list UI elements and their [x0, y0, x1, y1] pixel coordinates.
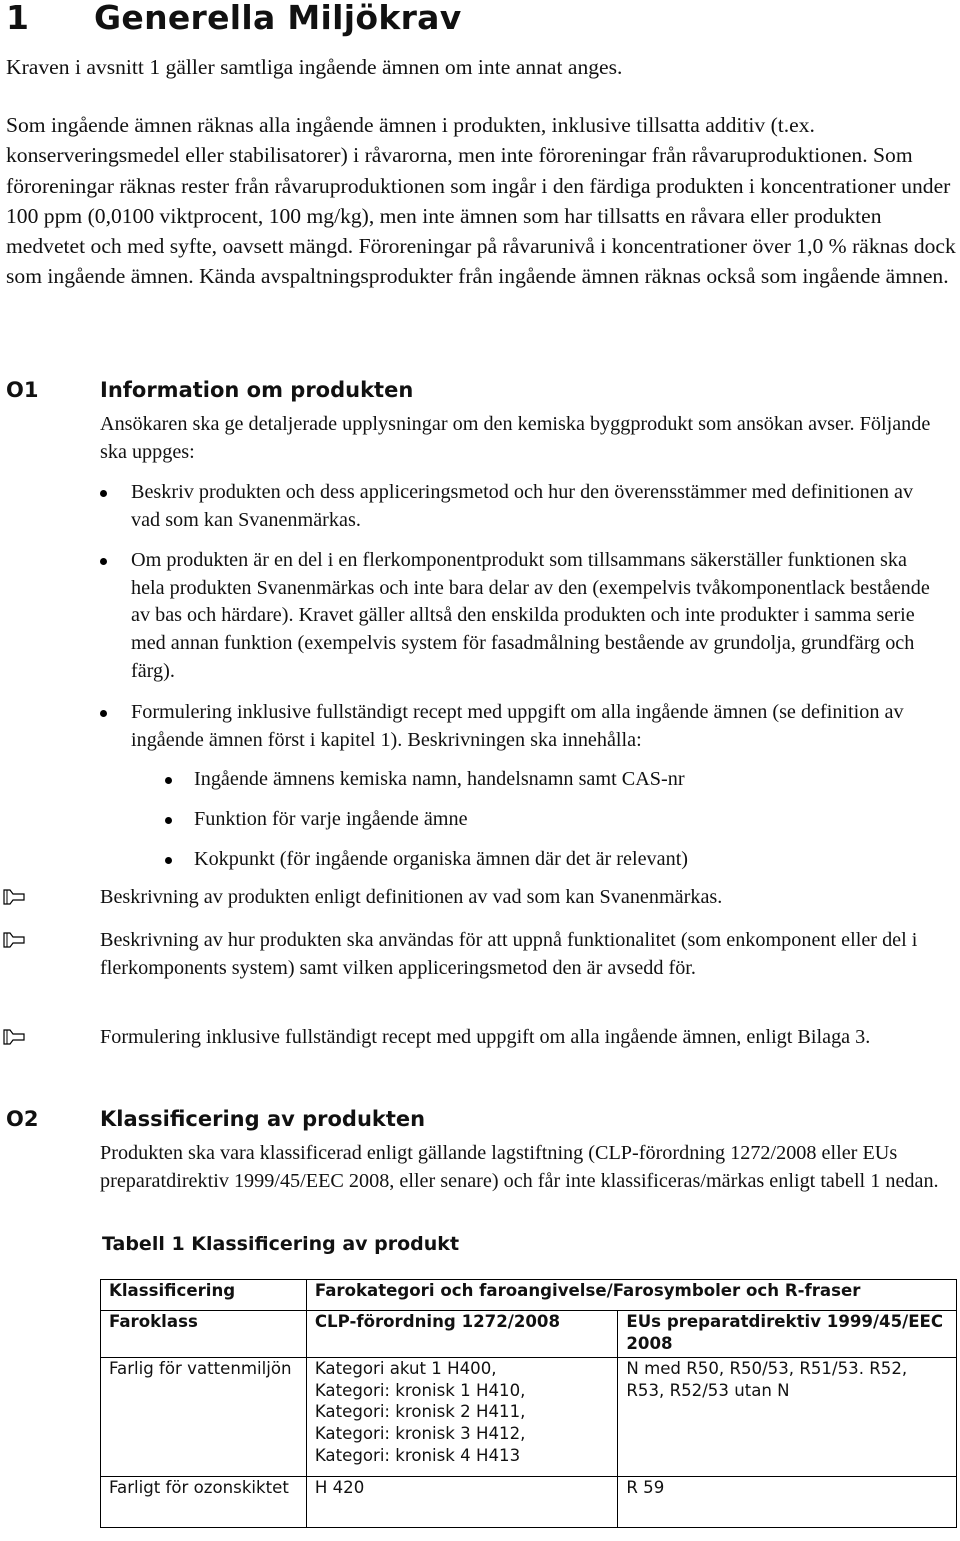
table-header-row [101, 1280, 957, 1311]
bullet-icon [100, 710, 107, 717]
list-item: Om produkten är en del i en flerkomponentprodukt som tillsammans säkerställer funktionen ska hela produkten Svanenmärkas och inte bara delar av den (exempelvis tvåkomponentlack bestående av bas och härdare). Kravet gäller alltså den enskilda produkten och inte produkter i samma serie med annan funktion (exempelvis system för fasadmålning bestående av grundolja, grundfärg och färg). [100, 547, 940, 686]
table-subheader-row [101, 1311, 957, 1358]
table-cell: H 420 [306, 1477, 618, 1528]
table-cell: Kategori akut 1 H400, Kategori: kronisk 1 H410, Kategori: kronisk 2 H411, Kategori: kronisk 3 H412, Kategori: kronisk 4 H413 [306, 1358, 618, 1477]
list-item: Beskriv produkten och dess appliceringsmetod och hur den överensstämmer med definitionen av vad som kan Svanenmärkas. [100, 479, 940, 534]
requirement-code-o1: O1 [6, 378, 39, 402]
section-number: 1 [6, 0, 30, 37]
requirement-title-o1: Information om produkten [100, 378, 414, 402]
bullet-icon [100, 558, 107, 565]
sub-list-item: Funktion för varje ingående ämne [160, 806, 940, 834]
bullet-icon [165, 817, 172, 824]
table-cell: N med R50, R50/53, R51/53. R52, R53, R52/53 utan N [618, 1358, 957, 1477]
table-header-cell: Farokategori och faroangivelse/Farosymboler och R-fraser [306, 1280, 956, 1311]
documentation-item: Beskrivning av hur produkten ska användas för att uppnå funktionalitet (som enkomponent eller del i flerkomponents system) samt vilken appliceringsmetod den är avsedd för. [0, 927, 950, 982]
requirement-code-o2: O2 [6, 1107, 39, 1131]
table-header-cell: EUs preparatdirektiv 1999/45/EEC 2008 [618, 1311, 957, 1358]
document-mark-icon [2, 887, 26, 909]
list-item: Formulering inklusive fullständigt recept med uppgift om alla ingående ämnen (se definition av ingående ämnen först i kapitel 1). Beskrivningen ska innehålla: [100, 699, 940, 754]
documentation-item: Formulering inklusive fullständigt recept med uppgift om alla ingående ämnen, enligt Bilaga 3. [0, 1024, 950, 1052]
definitions-paragraph: Som ingående ämnen räknas alla ingående ämnen i produkten, inklusive tillsatta additiv (t.ex. konserveringsmedel eller stabilisatorer) i råvarorna, men inte föroreningar från råvaruproduktionen. Som föroreningar räknas rester från råvaruproduktionen som ingår i den färdiga produkten i koncentrationer under 100 ppm (0,0100 viktprocent, 100 mg/kg), men inte ämnen som har tillsatts en råvara eller produkten medvetet och med syfte, oavsett mängd. Föroreningar på råvarunivå i koncentrationer över 1,0 % räknas dock som ingående ämnen. Kända avspaltningsprodukter från ingående ämnen räknas också som ingående ämnen. [6, 113, 956, 289]
table-header-cell: Klassificering [101, 1280, 307, 1311]
table-row [101, 1358, 957, 1477]
classification-table [100, 1279, 957, 1528]
section-heading [6, 0, 462, 37]
table-cell: R 59 [618, 1477, 957, 1528]
bullet-icon [165, 777, 172, 784]
bullet-icon [165, 857, 172, 864]
bullet-icon [100, 490, 107, 497]
intro-paragraph: Kraven i avsnitt 1 gäller samtliga ingående ämnen om inte annat anges. [6, 55, 623, 79]
documentation-item: Beskrivning av produkten enligt definitionen av vad som kan Svanenmärkas. [0, 884, 950, 912]
table-caption: Tabell 1 Klassificering av produkt [102, 1233, 460, 1255]
table-header-cell: Faroklass [101, 1311, 307, 1358]
sub-list-item: Kokpunkt (för ingående organiska ämnen där det är relevant) [160, 846, 940, 874]
table-header-cell: CLP-förordning 1272/2008 [306, 1311, 618, 1358]
o1-lead-text: Ansökaren ska ge detaljerade upplysningar om den kemiska byggprodukt som ansökan avser. Följande ska uppges: [100, 413, 931, 463]
sub-list-item: Ingående ämnens kemiska namn, handelsnamn samt CAS-nr [160, 766, 940, 794]
table-cell: Farlig för vattenmiljön [101, 1358, 307, 1477]
document-mark-icon [2, 930, 26, 952]
section-title: Generella Miljökrav [94, 0, 462, 37]
table-cell: Farligt för ozonskiktet [101, 1477, 307, 1528]
requirement-title-o2: Klassificering av produkten [100, 1107, 426, 1131]
document-mark-icon [2, 1027, 26, 1049]
table-row [101, 1477, 957, 1528]
o2-text: Produkten ska vara klassificerad enligt gällande lagstiftning (CLP-förordning 1272/2008 eller EUs preparatdirektiv 1999/45/EEC 2008, eller senare) och får inte klassificeras/märkas enligt tabell 1 nedan. [100, 1142, 939, 1192]
